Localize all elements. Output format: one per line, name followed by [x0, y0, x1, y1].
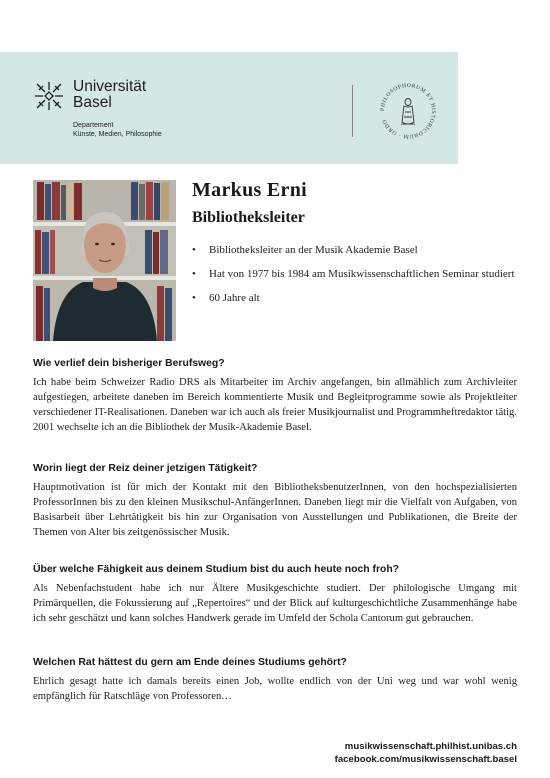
- section-advice: [33, 657, 517, 704]
- seal-text: PHILOSOPHORUM ET HISTORICORUM · ORDO: [379, 82, 437, 140]
- university-name-line2: Basel: [73, 94, 112, 111]
- university-name: [73, 79, 146, 111]
- section-question: Welchen Rat hättest du gern am Ende deines Studiums gehört?: [33, 657, 347, 668]
- section-current-job: [33, 463, 517, 540]
- svg-text:PHILOSOPHORUM ET HISTORICORUM: [380, 83, 436, 139]
- department-line1: Departement: [73, 122, 114, 129]
- header-banner: [0, 52, 458, 164]
- section-career-path: [33, 358, 517, 435]
- section-answer: Hauptmotivation ist für mich der Kontakt mit den BibliotheksbenutzerInnen, von den hochspezialisierten ProfessorInnen bis zu den kleinen Musikschul-AnfängerInnen. Daneben liegt mir die Vielfalt von Aufgaben, von Basisarbeit über Lehrtätigkeit bis hin zur Organisation von Ausstellungen und Publikationen, die Breite der Themen von Alter bis zeitgenössischer Musik.: [33, 482, 517, 538]
- university-name-line1: Universität: [73, 78, 147, 95]
- website-link[interactable]: musikwissenschaft.philhist.unibas.ch: [344, 741, 517, 752]
- header-divider: [352, 85, 353, 137]
- section-answer: Ich habe beim Schweizer Radio DRS als Mitarbeiter im Archiv angefangen, bin allmählich zum Archivleiter aufgestiegen, arbeitete daneben im Bereich kommentierte Musik und Begleitprogramme sowie als Projektleiter verschiedener IT-Realisationen. Daneben war ich auch als freier Musikjournalist und Programmheftredaktor tätig. 2001 wechselte ich an die Bibliothek der Musik-Akademie Basel.: [33, 377, 517, 433]
- footer-links: [335, 740, 517, 766]
- section-study-skills: [33, 564, 517, 626]
- facebook-link[interactable]: facebook.com/musikwissenschaft.basel: [334, 754, 517, 765]
- university-logo-icon: [33, 80, 65, 112]
- list-item: • Hat von 1977 bis 1984 am Musikwissenschaftlichen Seminar studiert: [192, 267, 518, 281]
- department-label: [73, 121, 162, 139]
- person-role: Bibliotheksleiter: [192, 209, 305, 226]
- person-name: Markus Erni: [192, 179, 307, 201]
- faculty-seal-icon: [377, 80, 439, 142]
- section-question: Über welche Fähigkeit aus deinem Studium bist du auch heute noch froh?: [33, 564, 400, 575]
- list-item: • 60 Jahre alt: [192, 291, 518, 305]
- list-item: • Bibliotheksleiter an der Musik Akademie Basel: [192, 243, 518, 257]
- profile-bullet-list: [192, 243, 518, 315]
- section-answer: Ehrlich gesagt hatte ich damals bereits einen Job, wollte endlich von der Uni weg und war wohl wenig empfänglich für Ratschläge von Professoren…: [33, 676, 517, 702]
- portrait-photo: [33, 180, 176, 341]
- department-line2: Künste, Medien, Philosophie: [73, 131, 162, 138]
- section-question: Wie verlief dein bisheriger Berufsweg?: [33, 358, 225, 369]
- section-question: Worin liegt der Reiz deiner jetzigen Tätigkeit?: [33, 463, 258, 474]
- section-answer: Als Nebenfachstudent habe ich nur Ältere Musikgeschichte studiert. Der philologische Umgang mit Primärquellen, die Fokussierung auf „Repertoires“ und der Blick auf kulturgeschichtliche Zusammenhänge habe ich sehr geschätzt und kann solches Handwerk gerade im Umfeld der Schola Cantorum gut gebrauchen.: [33, 583, 517, 624]
